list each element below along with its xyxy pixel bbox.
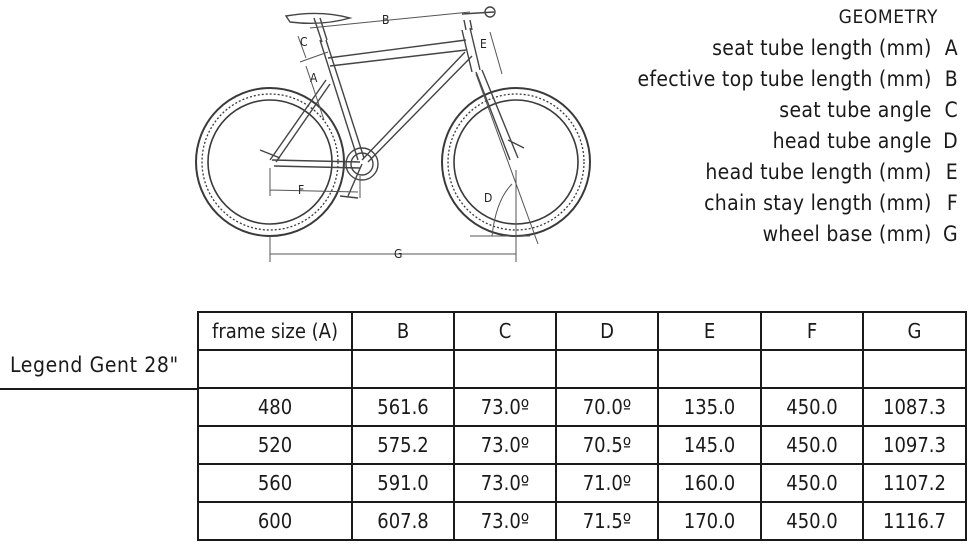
legend-item: seat tube angle C (779, 98, 958, 122)
table-cell: 480 (198, 388, 352, 426)
header-cell: frame size (A) (198, 312, 352, 350)
dim-label-d: D (484, 191, 493, 205)
table-cell: 600 (198, 502, 352, 540)
table-header-row (198, 312, 966, 350)
table-cell: 170.0 (658, 502, 761, 540)
table-cell: 73.0º (454, 426, 556, 464)
legend-title: GEOMETRY (838, 6, 938, 28)
rear-wheel (196, 88, 344, 236)
table-cell: 70.5º (556, 426, 658, 464)
table-cell: 575.2 (352, 426, 454, 464)
header-cell: E (658, 312, 761, 350)
table-cell: 160.0 (658, 464, 761, 502)
table-cell: 450.0 (761, 464, 863, 502)
table-cell: 1087.3 (863, 388, 966, 426)
dim-label-a: A (310, 71, 318, 85)
table-cell: 450.0 (761, 388, 863, 426)
dim-label-b: B (382, 13, 390, 27)
header-cell: F (761, 312, 863, 350)
dim-label-c: C (300, 35, 308, 49)
table-cell: 520 (198, 426, 352, 464)
header-cell: D (556, 312, 658, 350)
legend-item: efective top tube length (mm) B (637, 67, 958, 91)
table-cell: 1116.7 (863, 502, 966, 540)
table-cell: 71.0º (556, 464, 658, 502)
legend-item: head tube length (mm) E (705, 160, 958, 184)
header-cell: C (454, 312, 556, 350)
table-cell: 607.8 (352, 502, 454, 540)
table-cell: 73.0º (454, 502, 556, 540)
table-cell: 73.0º (454, 464, 556, 502)
header-cell: B (352, 312, 454, 350)
table-cell: 450.0 (761, 502, 863, 540)
legend-item: wheel base (mm) G (762, 222, 958, 246)
table-cell: 70.0º (556, 388, 658, 426)
table-cell: 1107.2 (863, 464, 966, 502)
table-spacer-row (198, 350, 966, 388)
geometry-legend (637, 2, 958, 250)
legend-item: seat tube length (mm) A (712, 36, 958, 60)
table-cell: 560 (198, 464, 352, 502)
legend-item: head tube angle D (772, 129, 958, 153)
table-cell: 561.6 (352, 388, 454, 426)
geometry-table (197, 311, 967, 541)
table-row (198, 388, 966, 426)
model-name: Legend Gent 28" (10, 353, 179, 377)
table-cell: 450.0 (761, 426, 863, 464)
model-underline (0, 388, 198, 390)
header-cell: G (863, 312, 966, 350)
table-row (198, 426, 966, 464)
table-cell: 591.0 (352, 464, 454, 502)
bike-geometry-diagram (190, 0, 610, 270)
table-cell: 135.0 (658, 388, 761, 426)
table-row (198, 502, 966, 540)
table-cell: 73.0º (454, 388, 556, 426)
table-row (198, 464, 966, 502)
dim-label-f: F (298, 183, 305, 197)
dim-label-e: E (480, 37, 487, 51)
table-cell: 145.0 (658, 426, 761, 464)
legend-item: chain stay length (mm) F (704, 191, 958, 215)
dim-label-g: G (394, 247, 403, 261)
table-cell: 1097.3 (863, 426, 966, 464)
table-cell: 71.5º (556, 502, 658, 540)
